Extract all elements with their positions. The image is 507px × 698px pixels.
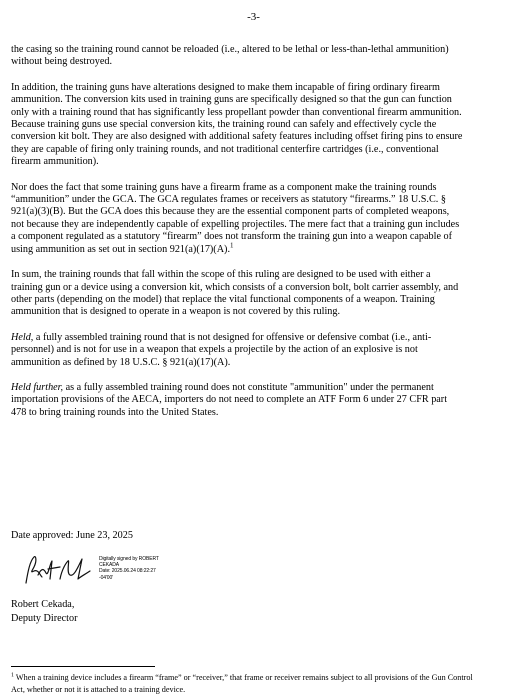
signer-name: Robert Cekada, [11, 599, 75, 610]
footnote [11, 672, 481, 697]
date-approved: Date approved: June 23, 2025 [11, 530, 133, 541]
digital-signature-stamp [99, 556, 159, 581]
signer-block [11, 598, 77, 626]
held-label: Held, [11, 331, 34, 343]
sig-stamp-line4: -04'00' [99, 574, 113, 581]
held-text: a fully assembled training round that is not designed for offensive or defensive combat (i.e., anti-personnel) and is not for use in a weapon that expels a projectile by the action of an explosive is not ammunition as defined by 18 U.S.C. § 921(a)(17)(A). [11, 331, 432, 368]
held-further-text: as a fully assembled training round does not constitute "ammunition" under the permanent importation provisions of the AECA, importers do not need to complete an ATF Form 6 under 27 CFR part 478 to bring training rounds into the United States. [11, 381, 448, 418]
held-further-paragraph [11, 382, 463, 419]
held-paragraph [11, 332, 463, 369]
footnote-reference[interactable]: 1 [230, 241, 234, 250]
paragraph-training-guns: In addition, the training guns have alterations designed to make them incapable of firing ordinary firearm ammunition. The conversion kits used in training guns are specifically designed so that the gun can function only with a training round that has significantly less propellant powder than conventional firearm ammunition. Because training guns use special conversion kits, the training round can safely and effectively cycle the conversion kit bolt. They are also designed with additional safety features including offset firing pins to ensure they are capable of firing only training rounds, and not traditional centerfire cartridges (i.e., conventional firearm ammunition). [11, 81, 463, 168]
paragraph-firearm-frame-text: Nor does the fact that some training guns have a firearm frame as a component make the training rounds “ammunition” under the GCA. The GCA regulates frames or receivers as statutory “firearms.” 18 U.S.C. § 921(a)(3)(B). But the GCA does this because they are the essential component parts of completed weapons, not because they are independently capable of expelling projectiles. The mere fact that a training gun includes a component regulated as a statutory “firearm” does not transform the training gun into a weapon capable of using ammunition as set out in section 921(a)(17)(A). [11, 181, 460, 255]
paragraph-in-sum: In sum, the training rounds that fall within the scope of this ruling are designed to be used with either a training gun or a device using a conversion kit, which consists of a conversion bolt, bolt carrier assembly, and other parts (depending on the model) that replace the vital functional components of a weapon. Training ammunition that is designed to operate in a weapon is not covered by this ruling. [11, 269, 459, 318]
sig-stamp-line1: Digitally signed by ROBERT [99, 556, 159, 562]
document-body [11, 44, 463, 432]
sig-stamp-line3: Date: 2025.06.24 08:22:27 [99, 568, 156, 575]
sig-stamp-line2: CEKADA [99, 562, 119, 569]
paragraph-casing: the casing so the training round cannot be reloaded (i.e., altered to be lethal or less-than-lethal ammunition) without being destroyed. [11, 44, 449, 68]
signer-title: Deputy Director [11, 613, 78, 624]
page-number: -3- [247, 11, 260, 23]
held-further-label: Held further, [11, 381, 64, 393]
footnote-divider [11, 666, 155, 667]
footnote-text: When a training device includes a firearm “frame” or “receiver,” that frame or receiver remains subject to all provisions of the Gun Control Act, whether or not it is attached to a training device. [11, 673, 473, 695]
footnote-marker: 1 [11, 672, 14, 679]
handwritten-signature [20, 553, 100, 589]
paragraph-firearm-frame [11, 182, 463, 256]
